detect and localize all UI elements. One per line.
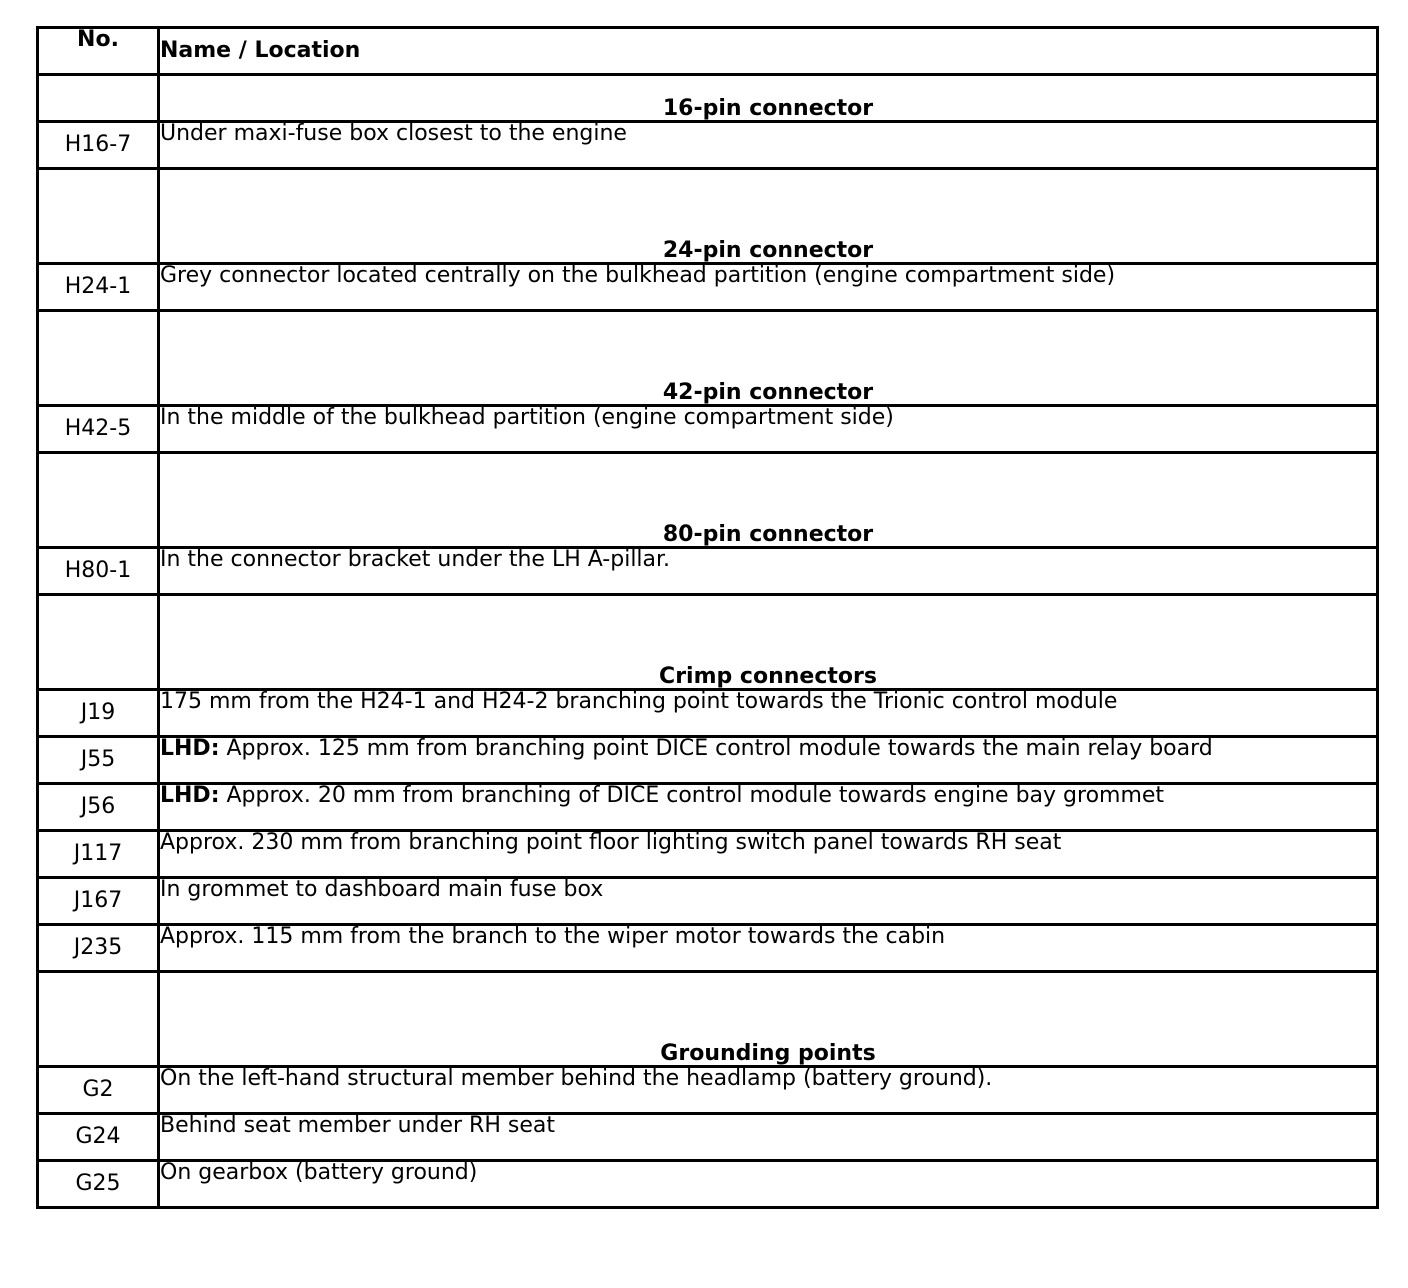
row-text: Approx. 115 mm from the branch to the wiper motor towards the cabin [160,924,946,949]
section-no-cell [38,595,159,690]
section-no-cell [38,453,159,548]
table-row [38,1161,1378,1208]
table-row [38,878,1378,925]
row-location [159,1114,1378,1161]
row-text: 175 mm from the H24-1 and H24-2 branching point towards the Trionic control module [160,689,1118,714]
section-row [38,169,1378,264]
table-row [38,831,1378,878]
table-row [38,690,1378,737]
table-row [38,264,1378,311]
row-location [159,878,1378,925]
row-number: G25 [38,1161,159,1208]
row-text: In the connector bracket under the LH A-pillar. [160,547,671,572]
row-text: In the middle of the bulkhead partition (engine compartment side) [160,405,894,430]
table-row [38,122,1378,169]
section-title: 80-pin connector [159,453,1378,548]
section-title: 24-pin connector [159,169,1378,264]
table-header-row [38,28,1378,75]
row-location [159,406,1378,453]
row-number: H80-1 [38,548,159,595]
row-prefix: LHD: [160,783,220,808]
row-text: Grey connector located centrally on the bulkhead partition (engine compartment side) [160,263,1116,288]
section-row [38,311,1378,406]
section-row [38,972,1378,1067]
row-text: On gearbox (battery ground) [160,1160,478,1185]
table-row [38,1067,1378,1114]
section-no-cell [38,311,159,406]
section-title: Crimp connectors [159,595,1378,690]
section-row [38,595,1378,690]
row-location [159,737,1378,784]
table-row [38,406,1378,453]
row-location [159,925,1378,972]
section-no-cell [38,169,159,264]
row-location [159,690,1378,737]
table-row [38,737,1378,784]
row-location [159,831,1378,878]
row-prefix: LHD: [160,736,220,761]
row-number: H42-5 [38,406,159,453]
section-row [38,75,1378,122]
connector-location-table [36,26,1379,1209]
row-number: G24 [38,1114,159,1161]
row-number: H24-1 [38,264,159,311]
table-row [38,784,1378,831]
section-title: 42-pin connector [159,311,1378,406]
section-no-cell [38,75,159,122]
section-title: 16-pin connector [159,75,1378,122]
row-location [159,264,1378,311]
row-location [159,1067,1378,1114]
row-text: Under maxi-fuse box closest to the engine [160,121,627,146]
section-no-cell [38,972,159,1067]
header-no: No. [38,28,159,75]
section-title: Grounding points [159,972,1378,1067]
row-text: On the left-hand structural member behind the headlamp (battery ground). [160,1066,993,1091]
row-location [159,122,1378,169]
table-row [38,925,1378,972]
row-text: Behind seat member under RH seat [160,1113,555,1138]
row-text: Approx. 20 mm from branching of DICE control module towards engine bay grommet [219,783,1165,808]
row-text: In grommet to dashboard main fuse box [160,877,604,902]
row-number: H16-7 [38,122,159,169]
table-row [38,1114,1378,1161]
table-row [38,548,1378,595]
row-number: J55 [38,737,159,784]
header-location: Name / Location [159,28,1378,75]
row-number: J235 [38,925,159,972]
row-text: Approx. 125 mm from branching point DICE control module towards the main relay board [219,736,1213,761]
section-row [38,453,1378,548]
row-number: J56 [38,784,159,831]
table-body [38,28,1378,1208]
row-number: J117 [38,831,159,878]
row-location [159,548,1378,595]
row-number: G2 [38,1067,159,1114]
row-text: Approx. 230 mm from branching point floor lighting switch panel towards RH seat [160,830,1062,855]
row-location [159,784,1378,831]
row-number: J167 [38,878,159,925]
row-location [159,1161,1378,1208]
row-number: J19 [38,690,159,737]
